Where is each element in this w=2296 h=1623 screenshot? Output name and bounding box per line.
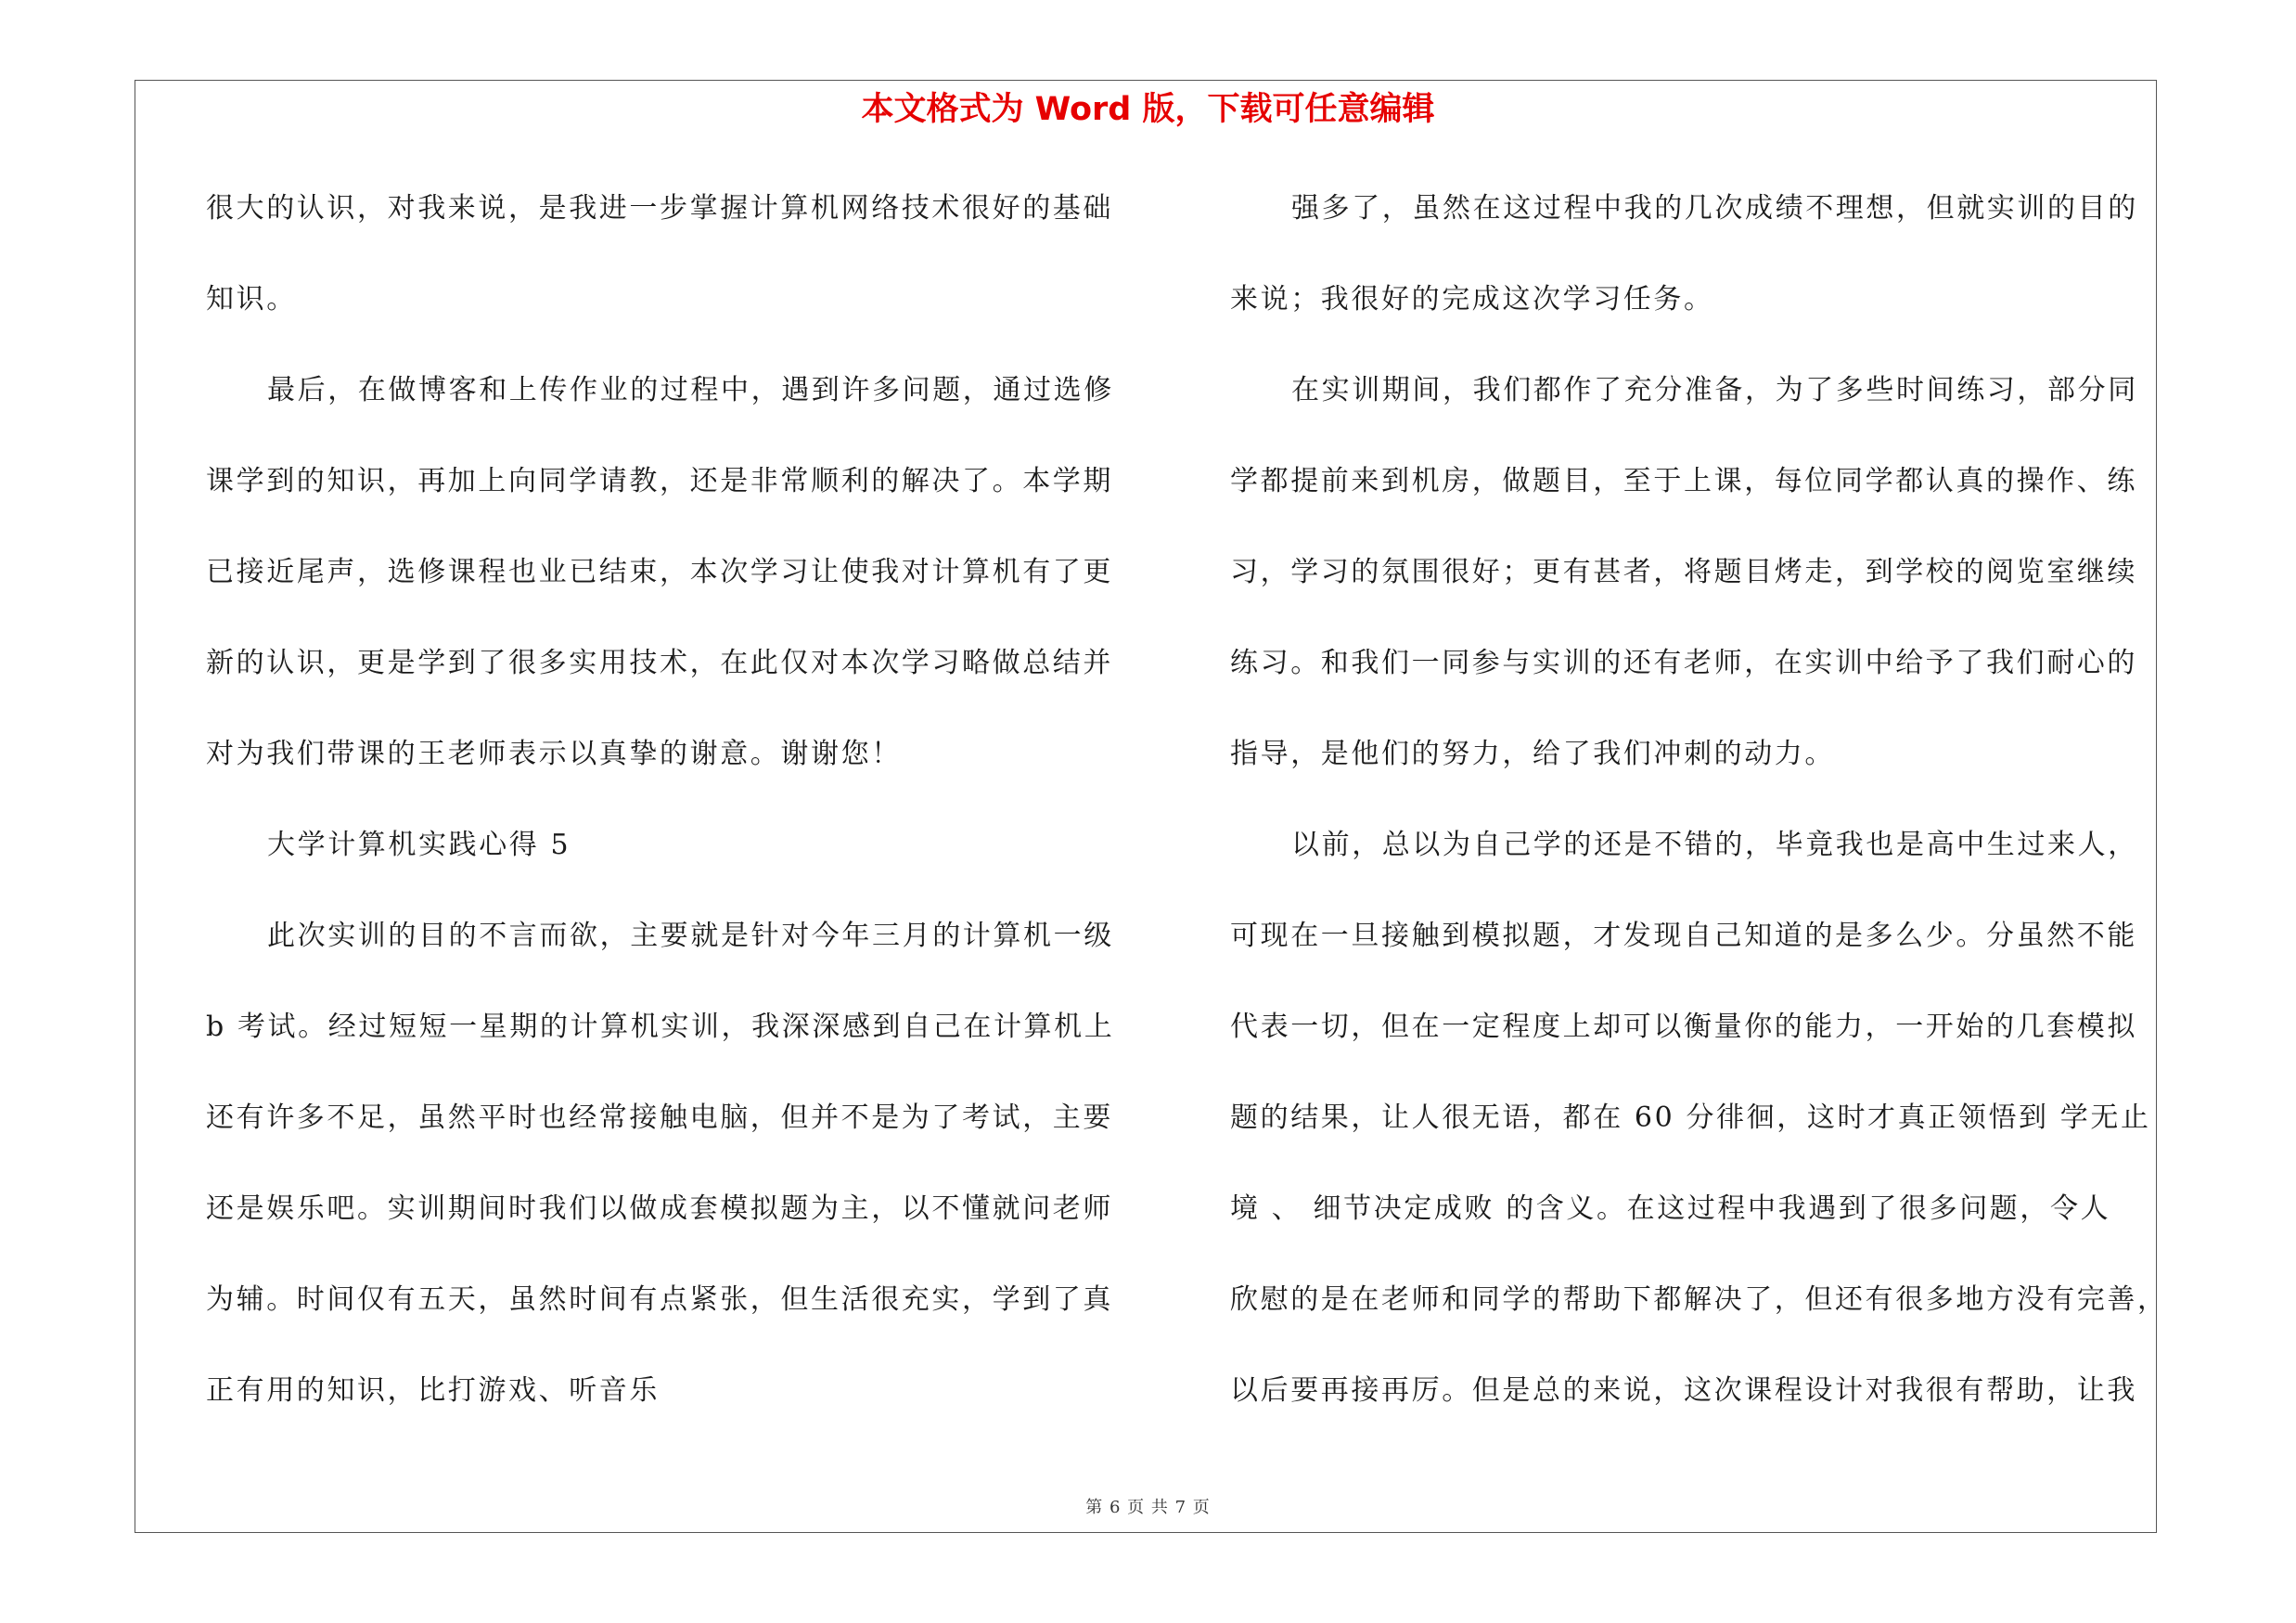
- text-line: 课学到的知识，再加上向同学请教，还是非常顺利的解决了。本学期: [206, 465, 1113, 497]
- text-line: 还有许多不足，虽然平时也经常接触电脑，但并不是为了考试，主要: [206, 1101, 1113, 1134]
- text-line: 强多了，虽然在这过程中我的几次成绩不理想，但就实训的目的: [1291, 192, 2138, 225]
- text-line: 正有用的知识，比打游戏、听音乐: [206, 1374, 660, 1407]
- text-line: 以后要再接再厉。但是总的来说，这次课程设计对我很有帮助，让我: [1230, 1374, 2137, 1407]
- left-column: [206, 181, 1124, 1454]
- text-line: 已接近尾声，选修课程也业已结束，本次学习让使我对计算机有了更: [206, 556, 1113, 588]
- text-line: 境 、 细节决定成败 的含义。在这过程中我遇到了很多问题，令人: [1230, 1192, 2111, 1225]
- text-line: 很大的认识，对我来说，是我进一步掌握计算机网络技术很好的基础: [206, 192, 1113, 225]
- text-line: 大学计算机实践心得 5: [267, 829, 571, 861]
- text-line: 欣慰的是在老师和同学的帮助下都解决了，但还有很多地方没有完善，: [1230, 1283, 2168, 1316]
- text-line: 可现在一旦接触到模拟题，才发现自己知道的是多么少。分虽然不能: [1230, 920, 2137, 952]
- right-column: [1230, 181, 2168, 1454]
- text-line: 在实训期间，我们都作了充分准备，为了多些时间练习，部分同: [1291, 374, 2138, 406]
- text-line: 学都提前来到机房，做题目，至于上课，每位同学都认真的操作、练: [1230, 465, 2137, 497]
- text-line: 新的认识，更是学到了很多实用技术，在此仅对本次学习略做总结并: [206, 647, 1113, 679]
- text-line: 最后，在做博客和上传作业的过程中，遇到许多问题，通过选修: [267, 374, 1114, 406]
- text-line: 题的结果，让人很无语，都在 60 分徘徊，这时才真正领悟到 学无止: [1230, 1101, 2151, 1134]
- text-line: 此次实训的目的不言而欲，主要就是针对今年三月的计算机一级: [267, 920, 1114, 952]
- text-line: 知识。: [206, 283, 297, 316]
- text-line: 代表一切，但在一定程度上却可以衡量你的能力，一开始的几套模拟: [1230, 1011, 2137, 1043]
- text-line: 以前，总以为自己学的还是不错的，毕竟我也是高中生过来人，: [1291, 829, 2138, 861]
- text-line: 习，学习的氛围很好；更有甚者，将题目烤走，到学校的阅览室继续: [1230, 556, 2137, 588]
- text-line: 还是娱乐吧。实训期间时我们以做成套模拟题为主，以不懂就问老师: [206, 1192, 1113, 1225]
- text-line: 对为我们带课的王老师表示以真挚的谢意。谢谢您！: [206, 738, 902, 770]
- text-line: 为辅。时间仅有五天，虽然时间有点紧张，但生活很充实，学到了真: [206, 1283, 1113, 1316]
- text-line: 来说；我很好的完成这次学习任务。: [1230, 283, 1714, 316]
- text-line: b 考试。经过短短一星期的计算机实训，我深深感到自己在计算机上: [206, 1011, 1115, 1043]
- text-line: 指导，是他们的努力，给了我们冲刺的动力。: [1230, 738, 1835, 770]
- page-number-footer: 第 6 页 共 7 页: [1085, 1498, 1211, 1517]
- document-banner: 本文格式为 Word 版，下载可任意编辑: [861, 91, 1435, 128]
- text-line: 练习。和我们一同参与实训的还有老师，在实训中给予了我们耐心的: [1230, 647, 2137, 679]
